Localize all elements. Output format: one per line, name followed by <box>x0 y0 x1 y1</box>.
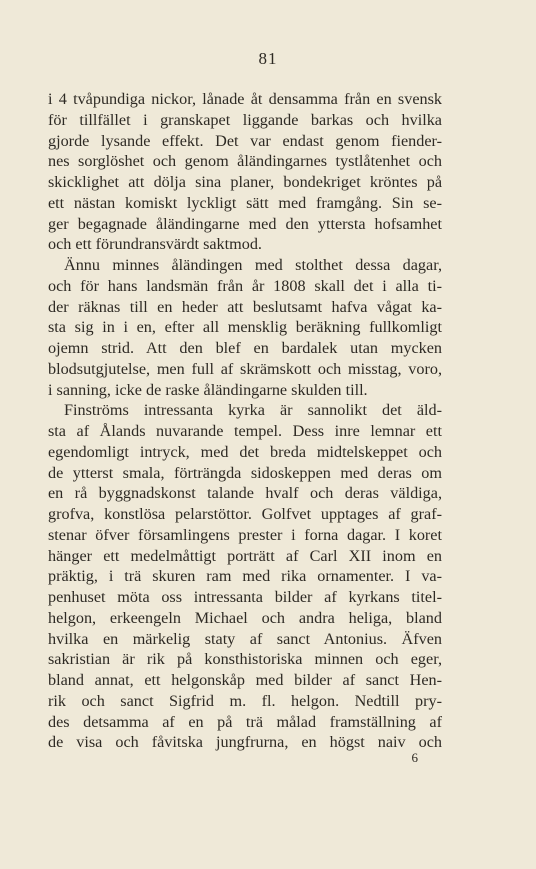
text-line: och ett förundransvärdt saktmod. <box>48 235 262 254</box>
text-line: nes sorglöshet och genom åländingarnes tystlåtenhet och <box>48 152 442 171</box>
text-line: de ytterst smala, förträngda sidoskeppen med deras om <box>48 463 442 482</box>
body-text <box>48 89 442 753</box>
text-line: präktig, i trä skuren ram med rika ornamenter. I va- <box>48 567 442 586</box>
text-line: hvilka en märkelig staty af sanct Antonius. Äfven <box>48 629 442 648</box>
text-line: des detsamma af en på trä målad framställning af <box>48 712 442 731</box>
text-line: penhuset möta oss intressanta bilder af kyrkans titel- <box>48 588 442 606</box>
text-line: ojemn strid. Att den blef en bardalek utan mycken <box>48 339 442 357</box>
text-line: blodsutgjutelse, men full af skrämskott och misstag, voro, <box>48 359 442 378</box>
text-line: ett nästan komiskt lyckligt sätt med framgång. Sin se- <box>48 193 442 212</box>
page-number: 81 <box>258 49 278 68</box>
text-line: i 4 tvåpundiga nickor, lånade åt densamma från en svensk <box>48 90 442 108</box>
text-line: Finströms intressanta kyrka är sannolikt det äld- <box>64 401 442 420</box>
text-line: i sanning, icke de raske åländingarne skulden till. <box>48 380 368 399</box>
text-line: de visa och fåvitska jungfrurna, en högst naiv och <box>48 733 442 752</box>
text-line: rik och sanct Sigfrid m. fl. helgon. Nedtill pry- <box>48 691 442 710</box>
text-line: en rå byggnadskonst talande hvalf och deras väldiga, <box>48 484 442 503</box>
text-line: helgon, erkeengeln Michael och andra heliga, bland <box>48 608 442 627</box>
text-line: gjorde lysande effekt. Det var endast genom fiender- <box>48 131 442 150</box>
text-line: sta af Ålands nuvarande tempel. Dess inre lemnar ett <box>48 422 442 440</box>
text-line: och för hans landsmän från år 1808 skall det i alla ti- <box>48 276 442 295</box>
text-line: grofva, konstlösa pelarstöttor. Golfvet upptages af graf- <box>48 505 442 523</box>
text-line: egendomligt intryck, med det breda midtelskeppet och <box>48 442 442 461</box>
text-line: stenar öfver församlingens prester i forna dagar. I koret <box>48 525 442 544</box>
text-line: skicklighet att dölja sina planer, bondekriget kröntes på <box>48 173 442 191</box>
text-line: bland annat, ett helgonskåp med bilder af sanct Hen- <box>48 671 442 689</box>
text-line: der räknas till en heder att beslutsamt hafva vågat ka- <box>48 297 442 316</box>
text-line: sta sig in i en, efter all mensklig beräkning fullkomligt <box>48 318 442 337</box>
text-line: Ännu minnes åländingen med stolthet dessa dagar, <box>64 256 442 274</box>
text-line: ger begagnade åländingarne med den yttersta hofsamhet <box>48 214 442 233</box>
text-line: sakristian är rik på konsthistoriska minnen och eger, <box>48 650 442 669</box>
text-line: hänger ett medelmåttigt porträtt af Carl XII inom en <box>48 546 442 565</box>
signature-mark: 6 <box>411 750 418 765</box>
text-line: för tillfället i granskapet liggande barkas och hvilka <box>48 110 442 129</box>
